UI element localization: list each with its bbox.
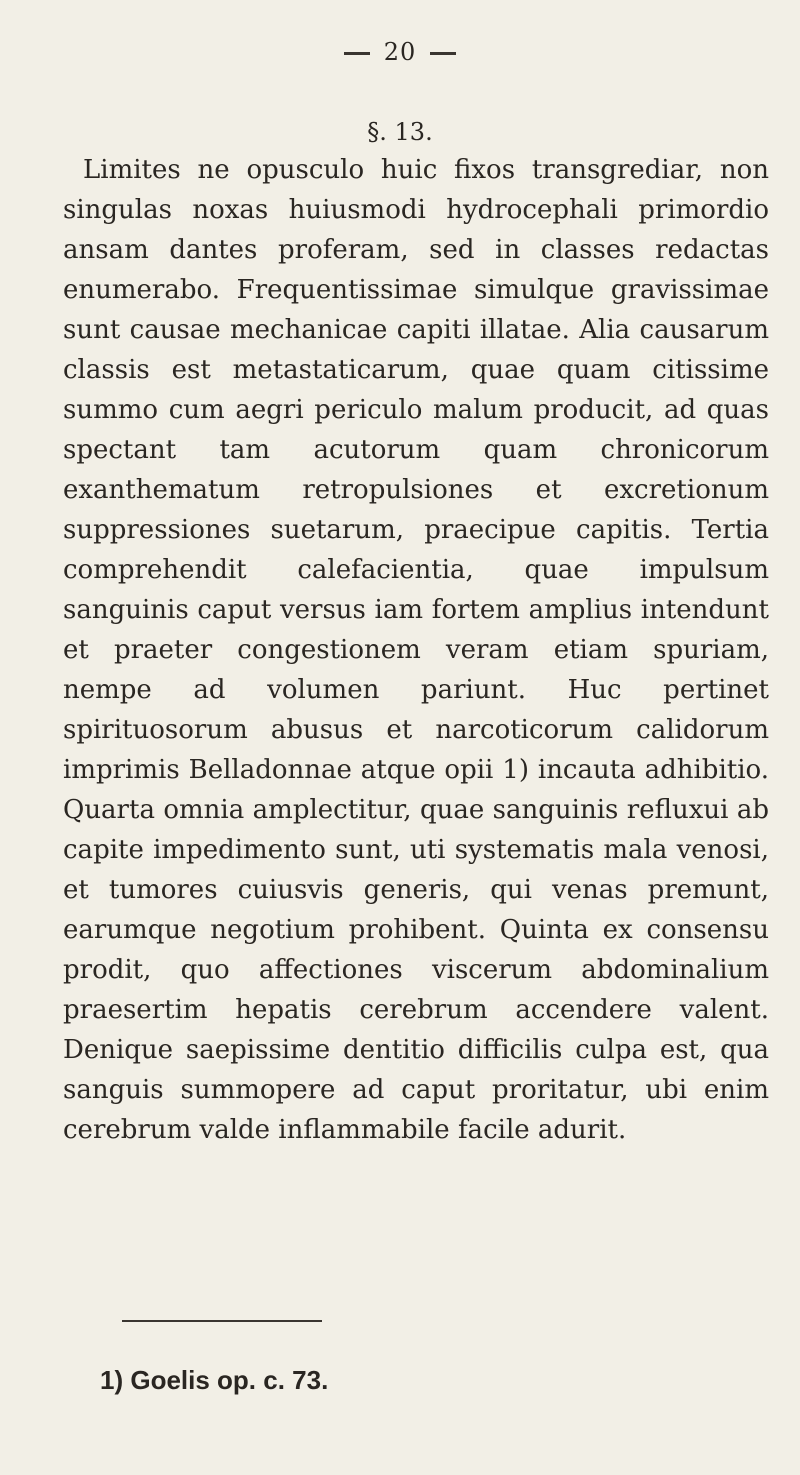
header-dash-right: [430, 52, 456, 55]
section-heading: §. 13.: [367, 118, 433, 146]
header-dash-left: [344, 52, 370, 55]
page-number: 20: [383, 38, 417, 66]
page-header: [0, 38, 800, 66]
footnote: 1) Goelis op. c. 73.: [100, 1365, 329, 1395]
body-paragraph: Limites ne opusculo huic fixos transgrediar, non singulas noxas huiusmodi hydrocephali primordio ansam dantes proferam, sed in classes redactas enumerabo. Frequentissimae simulque gravissimae sunt causae mechanicae capiti illatae. Alia causarum classis est metastaticarum, quae quam citissime summo cum aegri periculo malum producit, ad quas spectant tam acutorum quam chronicorum exanthematum retropulsiones et excretionum suppressiones suetarum, praecipue capitis. Tertia comprehendit calefacientia, quae impulsum sanguinis caput versus iam fortem amplius intendunt et praeter congestionem veram etiam spuriam, nempe ad volumen pariunt. Huc pertinet spirituosorum abusus et narcoticorum calidorum imprimis Belladonnae atque opii 1) incauta adhibitio. Quarta omnia amplectitur, quae sanguinis refluxui ab capite impedimento sunt, uti systematis mala venosi, et tumores cuiusvis generis, qui venas premunt, earumque negotium prohibent. Quinta ex consensu prodit, quo affectiones viscerum abdominalium praesertim hepatis cerebrum accendere valent. Denique saepissime dentitio difficilis culpa est, qua sanguis summopere ad caput proritatur, ubi enim cerebrum valde inflammabile facile adurit.: [63, 155, 769, 1145]
footnote-rule: [122, 1320, 322, 1322]
